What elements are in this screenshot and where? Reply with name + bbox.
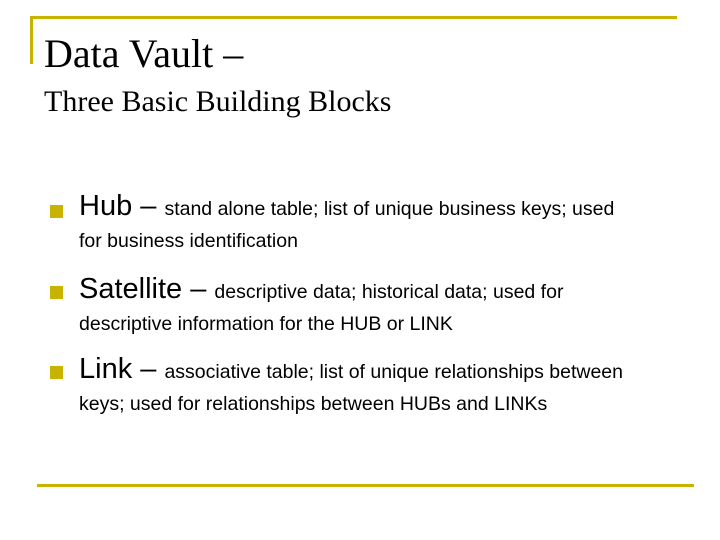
footer-rule bbox=[37, 484, 694, 487]
bullet-description: stand alone table; list of unique business keys; used for business identification bbox=[79, 198, 615, 252]
bullet-description: associative table; list of unique relationships between keys; used for relationships between HUBs and LINKs bbox=[79, 361, 623, 415]
bullet-term: Satellite bbox=[79, 273, 183, 305]
bullet-text bbox=[79, 273, 639, 340]
slide-title: Data Vault – bbox=[44, 31, 244, 76]
slide-subtitle: Three Basic Building Blocks bbox=[44, 85, 392, 118]
square-bullet-icon bbox=[50, 205, 63, 218]
square-bullet-icon bbox=[50, 286, 63, 299]
title-top-rule bbox=[30, 16, 677, 19]
bullet-term: Hub bbox=[79, 190, 133, 222]
bullet-text bbox=[79, 353, 639, 420]
bullet-dash: – bbox=[132, 190, 165, 222]
bullet-dash: – bbox=[182, 273, 215, 305]
bullet-dash: – bbox=[132, 353, 165, 385]
bullet-term: Link bbox=[79, 353, 133, 385]
bullet-text bbox=[79, 190, 639, 257]
bullet-description: descriptive data; historical data; used for descriptive information for the HUB or LINK bbox=[79, 281, 564, 335]
title-left-rule bbox=[30, 16, 33, 64]
square-bullet-icon bbox=[50, 366, 63, 379]
